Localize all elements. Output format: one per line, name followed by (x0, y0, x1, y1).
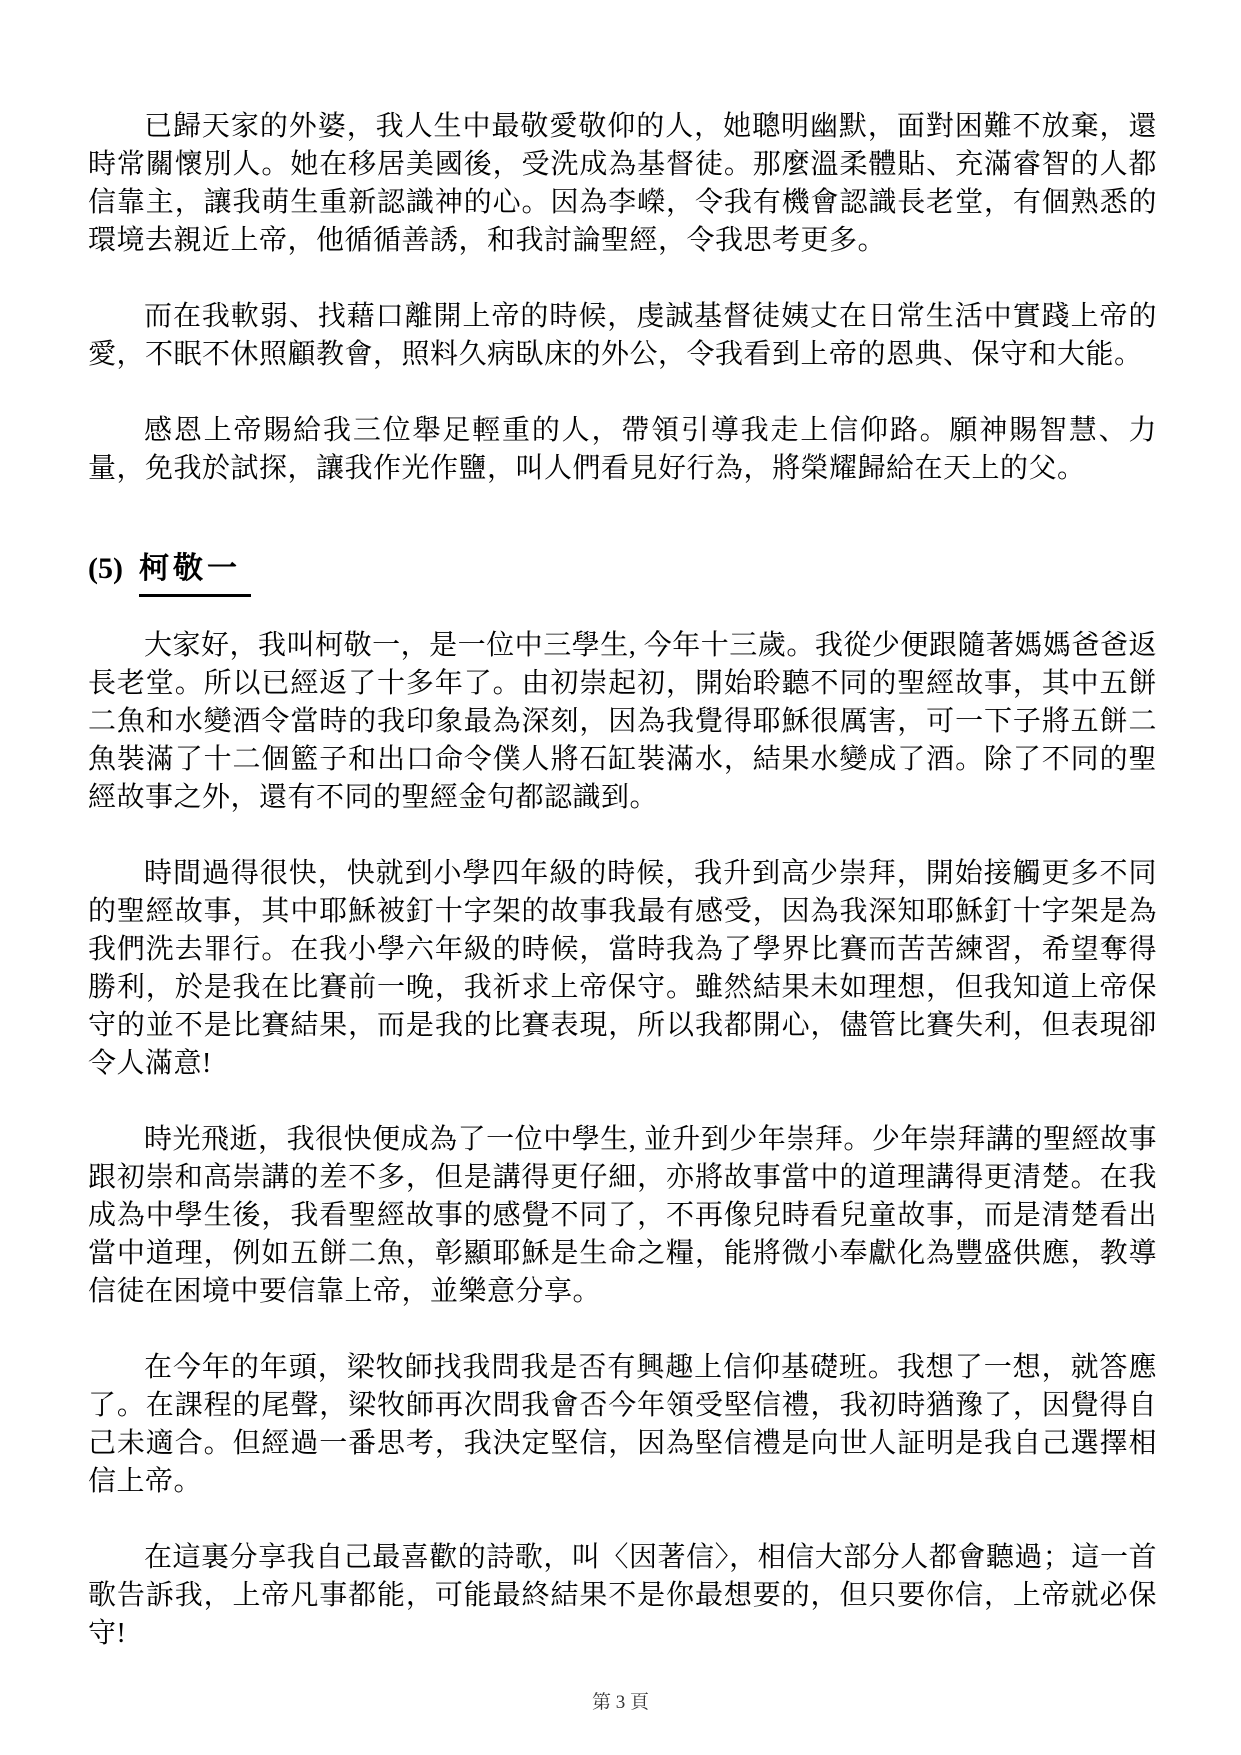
section-title: 柯敬一 (139, 548, 251, 597)
paragraph-grandmother: 已歸天家的外婆，我人生中最敬愛敬仰的人，她聰明幽默，面對困難不放棄，還時常關懷別人。她在移居美國後，受洗成為基督徒。那麼溫柔體貼、充滿睿智的人都信靠主，讓我萌生重新認識神的心。因為李嶸，令我有機會認識長老堂，有個熟悉的環境去親近上帝，他循循善誘，和我討論聖經，令我思考更多。 (88, 111, 1157, 256)
paragraph-thanksgiving: 感恩上帝賜給我三位舉足輕重的人，帶領引導我走上信仰路。願神賜智慧、力量，免我於試探，讓我作光作鹽，叫人們看見好行為，將榮耀歸給在天上的父。 (88, 415, 1157, 484)
paragraph-intro-self: 大家好，我叫柯敬一，是一位中三學生, 今年十三歲。我從少便跟隨著媽媽爸爸返長老堂。所以已經返了十多年了。由初崇起初，開始聆聽不同的聖經故事，其中五餅二魚和水變酒令當時的我印象最為深刻，因為我覺得耶穌很厲害，可一下子將五餅二魚裝滿了十二個籃子和出口命令僕人將石缸裝滿水，結果水變成了酒。除了不同的聖經故事之外，還有不同的聖經金句都認識到。 (88, 630, 1157, 813)
page-number: 第 3 頁 (591, 1692, 649, 1713)
paragraph-favorite-hymn: 在這裏分享我自己最喜歡的詩歌，叫〈因著信〉，相信大部分人都會聽過；這一首歌告訴我，上帝凡事都能，可能最終結果不是你最想要的，但只要你信，上帝就必保守! (88, 1542, 1157, 1649)
paragraph-confirmation-class: 在今年的年頭，梁牧師找我問我是否有興趣上信仰基礎班。我想了一想，就答應了。在課程的尾聲，梁牧師再次問我會否今年領受堅信禮，我初時猶豫了，因覺得自己未適合。但經過一番思考，我決定堅信，因為堅信禮是向世人証明是我自己選擇相信上帝。 (88, 1352, 1157, 1497)
section-heading (88, 548, 1157, 597)
paragraph-secondary-school: 時光飛逝，我很快便成為了一位中學生, 並升到少年崇拜。少年崇拜講的聖經故事跟初崇和高崇講的差不多，但是講得更仔細，亦將故事當中的道理講得更清楚。在我成為中學生後，我看聖經故事的感覺不同了，不再像兒時看兒童故事，而是清楚看出當中道理，例如五餅二魚，彰顯耶穌是生命之糧，能將微小奉獻化為豐盛供應，教導信徒在困境中要信靠上帝，並樂意分享。 (88, 1124, 1157, 1307)
section-number: (5) (88, 552, 123, 585)
paragraph-primary-school: 時間過得很快，快就到小學四年級的時候，我升到高少崇拜，開始接觸更多不同的聖經故事，其中耶穌被釘十字架的故事我最有感受，因為我深知耶穌釘十字架是為我們洗去罪行。在我小學六年級的時候，當時我為了學界比賽而苦苦練習，希望奪得勝利，於是我在比賽前一晚，我祈求上帝保守。雖然結果未如理想，但我知道上帝保守的並不是比賽結果，而是我的比賽表現，所以我都開心，儘管比賽失利，但表現卻令人滿意! (88, 858, 1157, 1079)
paragraph-uncle: 而在我軟弱、找藉口離開上帝的時候，虔誠基督徒姨丈在日常生活中實踐上帝的愛，不眠不休照顧教會，照料久病臥床的外公，令我看到上帝的恩典、保守和大能。 (88, 301, 1157, 370)
